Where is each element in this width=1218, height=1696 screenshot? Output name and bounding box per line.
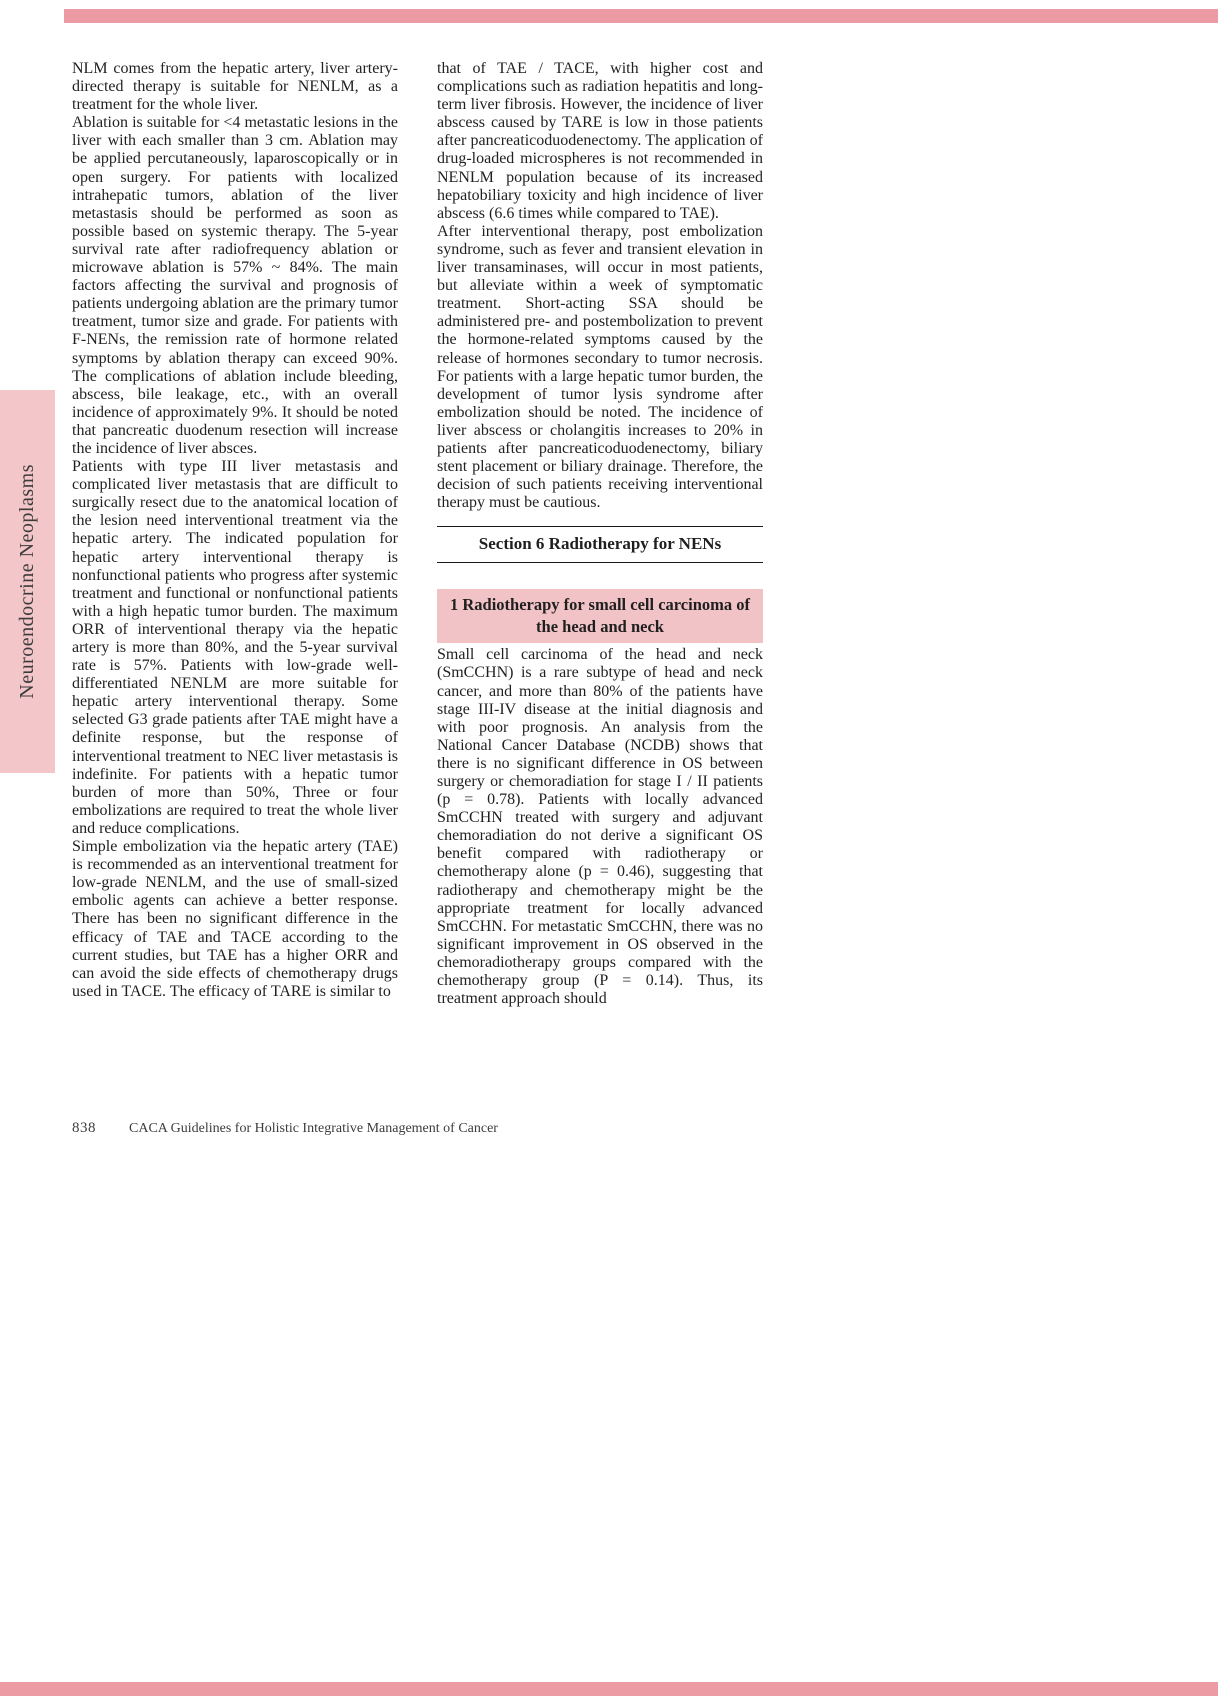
sidebar-chapter-label: Neuroendocrine Neoplasms — [16, 464, 38, 699]
page-footer — [72, 1120, 498, 1137]
sidebar-chapter-tab — [0, 390, 55, 773]
paragraph: Patients with type III liver metastasis and complicated liver metastasis that are difficult to surgically resect due to the anatomical location of the lesion need interventional treatment via the hepatic artery. The indicated population for hepatic artery interventional therapy is nonfunctional patients who progress after systemic treatment and functional or nonfunctional patients with a high hepatic tumor burden. The maximum ORR of interventional therapy via the hepatic artery is more than 80%, and the 5-year survival rate is 57%. Patients with low-grade well-differentiated NENLM are more suitable for hepatic artery interventional therapy. Some selected G3 grade patients after TAE might have a definite response, but the response of interventional treatment to NEC liver metastasis is indefinite. For patients with a hepatic tumor burden of more than 50%, Three or four embolizations are required to treat the whole liver and reduce complications. — [72, 458, 398, 837]
top-accent-bar — [64, 9, 1218, 23]
paragraph: NLM comes from the hepatic artery, liver artery-directed therapy is suitable for NENLM, as a treatment for the whole liver. — [72, 60, 398, 114]
paragraph: Ablation is suitable for <4 metastatic lesions in the liver with each smaller than 3 cm. Ablation may be applied percutaneously, laparoscopically or in open surgery. For patients with localized intrahepatic tumors, ablation of the liver metastasis should be performed as soon as possible based on systemic therapy. The 5-year survival rate after radiofrequency ablation or microwave ablation is 57% ~ 84%. The main factors affecting the survival and prognosis of patients undergoing ablation are the primary tumor treatment, tumor size and grade. For patients with F-NENs, the remission rate of hormone related symptoms by ablation therapy can exceed 90%. The complications of ablation include bleeding, abscess, bile leakage, etc., with an overall incidence of approximately 9%. It should be noted that pancreatic duodenum resection will increase the incidence of liver absces. — [72, 114, 398, 457]
paragraph: After interventional therapy, post embolization syndrome, such as fever and transient elevation in liver transaminases, will occur in most patients, but alleviate within a week of symptomatic treatment. Short-acting SSA should be administered pre- and postembolization to prevent the hormone-related symptoms caused by the release of hormones secondary to tumor necrosis. For patients with a large hepatic tumor burden, the development of tumor lysis syndrome after embolization should be noted. The incidence of liver abscess or cholangitis increases to 20% in patients after pancreaticoduodenectomy, biliary stent placement or biliary drainage. Therefore, the decision of such patients receiving interventional therapy must be cautious. — [437, 222, 763, 512]
page-number: 838 — [72, 1120, 96, 1136]
section-heading-bottom-rule — [437, 562, 763, 563]
paragraph: that of TAE / TACE, with higher cost and complications such as radiation hepatitis and long-term liver fibrosis. However, the incidence of liver abscess caused by TARE is low in those patients after pancreaticoduodenectomy. The application of drug-loaded microspheres is not recommended in NENLM population because of its increased hepatobiliary toxicity and high incidence of liver abscess (6.6 times while compared to TAE). — [437, 60, 763, 222]
section-heading: Section 6 Radiotherapy for NENs — [478, 534, 722, 554]
subsection-heading: 1 Radiotherapy for small cell carcinoma of the head and neck — [437, 589, 763, 643]
right-text-column — [437, 60, 763, 1008]
running-title: CACA Guidelines for Holistic Integrative Management of Cancer — [129, 1121, 498, 1136]
section-heading-block — [437, 526, 763, 563]
bottom-accent-bar — [0, 1682, 1218, 1696]
paragraph: Small cell carcinoma of the head and neck (SmCCHN) is a rare subtype of head and neck cancer, and more than 80% of the patients have stage III-IV disease at the initial diagnosis and with poor prognosis. An analysis from the National Cancer Database (NCDB) shows that there is no significant difference in OS between surgery or chemoradiation for stage I / II patients (p = 0.78). Patients with locally advanced SmCCHN treated with surgery and adjuvant chemoradiation do not derive a significant OS benefit compared with radiotherapy or chemotherapy alone (p = 0.46), suggesting that radiotherapy and chemotherapy might be the appropriate treatment for locally advanced SmCCHN. For metastatic SmCCHN, there was no significant improvement in OS observed in the chemoradiotherapy groups compared with the chemotherapy group (P = 0.14). Thus, its treatment approach should — [437, 646, 763, 1008]
left-text-column — [72, 60, 398, 1001]
paragraph: Simple embolization via the hepatic artery (TAE) is recommended as an interventional treatment for low-grade NENLM, and the use of small-sized embolic agents can achieve a better response. There has been no significant difference in the efficacy of TAE and TACE according to the current studies, but TAE has a higher ORR and can avoid the side effects of chemotherapy drugs used in TACE. The efficacy of TARE is similar to — [72, 838, 398, 1000]
